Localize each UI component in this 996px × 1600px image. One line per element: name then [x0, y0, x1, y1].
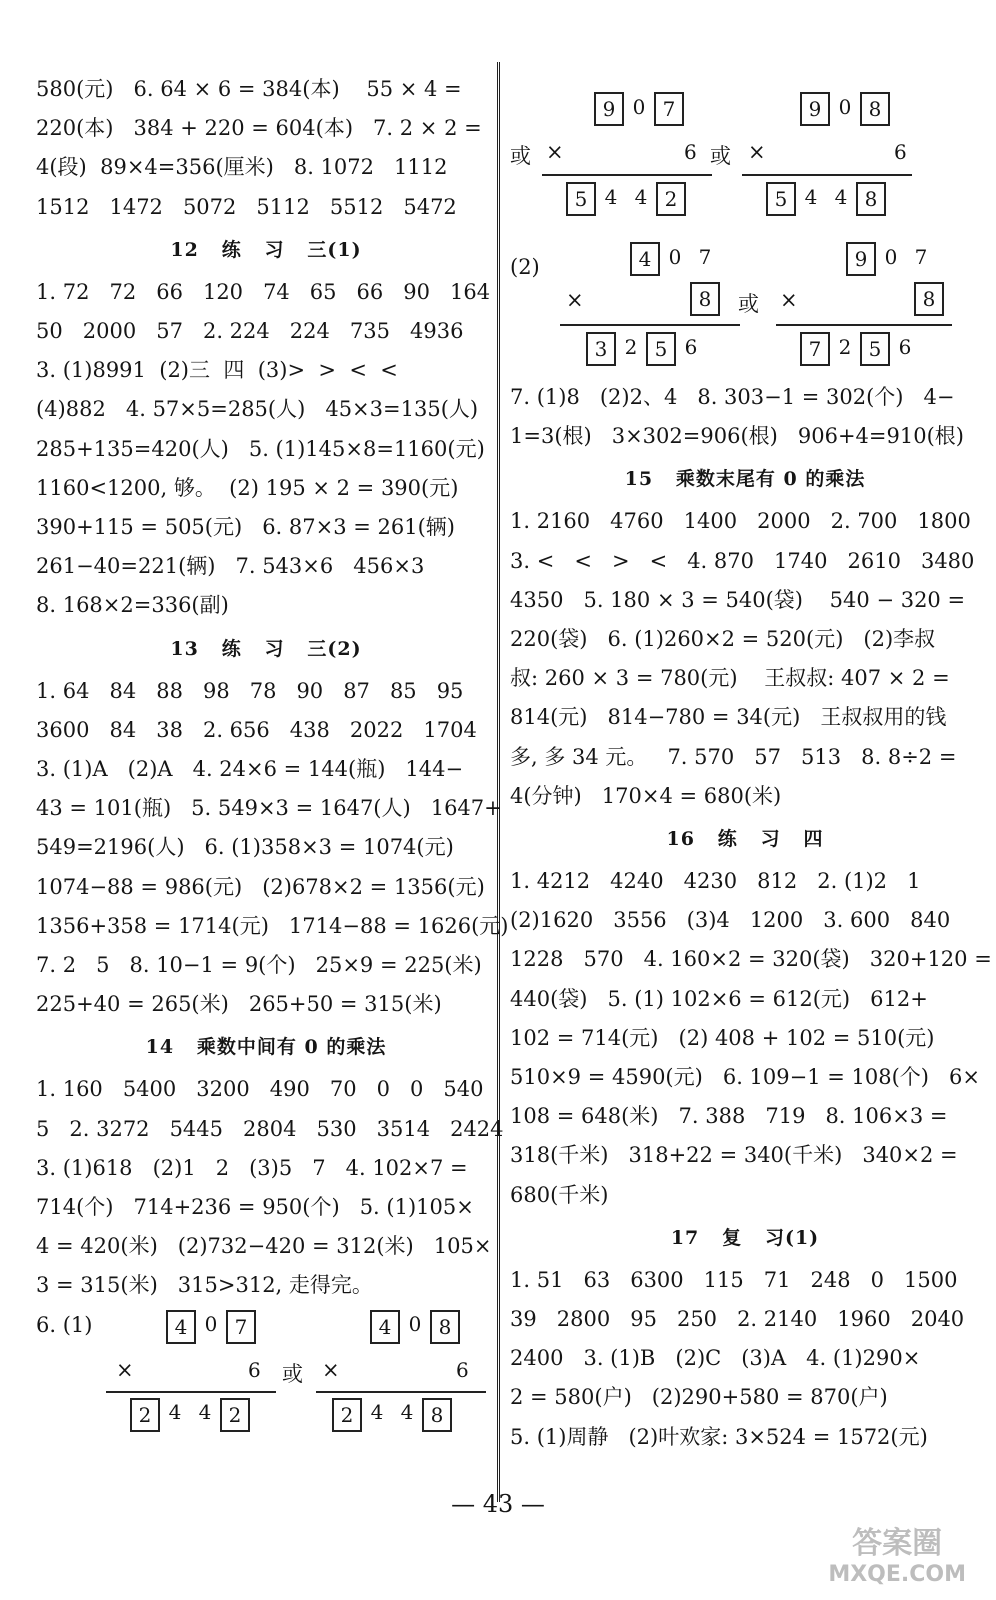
- text-line: 1074−88 = 986(元) (2)678×2 = 1356(元): [36, 874, 485, 899]
- text-line: 1512 1472 5072 5112 5512 5472: [36, 194, 457, 219]
- times-sign: ×: [322, 1357, 340, 1382]
- digit: 0: [838, 94, 852, 119]
- text-line: 510×9 = 4590(元) 6. 109−1 = 108(个) 6×: [510, 1065, 980, 1090]
- digit: 4: [168, 1400, 182, 1425]
- digit: 4: [804, 184, 818, 209]
- product-line: [316, 1391, 486, 1393]
- text-line: 261−40=221(辆) 7. 543×6 456×3: [36, 554, 425, 579]
- text-line: 3600 84 38 2. 656 438 2022 1704: [36, 717, 477, 742]
- answer-box: 2: [130, 1398, 160, 1432]
- answer-box: 2: [656, 182, 686, 216]
- answer-box: 5: [766, 182, 796, 216]
- section-heading-12: 12 练 习 三(1): [170, 238, 362, 261]
- text-line: 440(袋) 5. (1) 102×6 = 612(元) 612+: [510, 986, 928, 1011]
- q2-multiplication-area: [510, 238, 980, 378]
- section-heading-17: 17 复 习(1): [670, 1226, 820, 1249]
- text-line: 叔: 260 × 3 = 780(元) 王叔叔: 407 × 2 =: [510, 666, 950, 691]
- text-line: 1. 64 84 88 98 78 90 87 85 95: [36, 678, 464, 703]
- or-word: 或: [710, 144, 731, 168]
- answer-box: 7: [654, 92, 684, 126]
- or-word: 或: [282, 1361, 303, 1386]
- or-word: 或: [510, 144, 531, 168]
- answer-box: 9: [594, 92, 624, 126]
- text-line: 7. (1)8 (2)2、4 8. 303−1 = 302(个) 4−: [510, 385, 955, 409]
- answer-box: 4: [630, 242, 660, 276]
- times-sign: ×: [116, 1357, 134, 1382]
- text-line: 50 2000 57 2. 224 224 735 4936: [36, 319, 464, 344]
- text-line: 1. 4212 4240 4230 812 2. (1)2 1: [510, 869, 921, 894]
- text-line: 4 = 420(米) (2)732−420 = 312(米) 105×: [36, 1234, 492, 1259]
- multiplier: 6: [684, 140, 697, 164]
- answer-box: 7: [800, 332, 830, 366]
- text-line: 1. 2160 4760 1400 2000 2. 700 1800: [510, 509, 971, 534]
- text-line: 580(元) 6. 64 × 6 = 384(本) 55 × 4 =: [36, 77, 462, 101]
- left-block-a: [36, 70, 496, 227]
- answer-box: 5: [646, 332, 676, 366]
- vertical-multiplication-4: [748, 88, 980, 228]
- text-line: 220(本) 384 + 220 = 604(本) 7. 2 × 2 =: [36, 116, 482, 141]
- digit: 6: [898, 334, 912, 359]
- text-line: 680(千米): [510, 1182, 609, 1207]
- text-line: 318(千米) 318+22 = 340(千米) 340×2 =: [510, 1143, 958, 1168]
- q6-multiplication-area: [36, 1306, 496, 1446]
- times-sign: ×: [566, 288, 584, 312]
- left-block-d: [36, 1070, 504, 1305]
- answer-box: 2: [220, 1398, 250, 1432]
- text-line: 4350 5. 180 × 3 = 540(袋) 540 − 320 =: [510, 587, 966, 612]
- text-line: 3. < < > < 4. 870 1740 2610 3480: [510, 548, 975, 573]
- digit: 4: [198, 1400, 212, 1425]
- digit: 6: [684, 334, 698, 359]
- watermark-url: MXQE.COM: [828, 1561, 966, 1587]
- text-line: 7. 2 5 8. 10−1 = 9(个) 25×9 = 225(米): [36, 953, 482, 978]
- watermark-logo-text: 答案圈: [852, 1525, 943, 1561]
- text-line: 108 = 648(米) 7. 388 719 8. 106×3 =: [510, 1104, 948, 1129]
- right-block-b: [510, 502, 980, 816]
- text-line: 1=3(根) 3×302=906(根) 906+4=910(根): [510, 424, 964, 449]
- q6-label: 6. (1): [36, 1312, 93, 1337]
- digit: 2: [838, 334, 852, 359]
- text-line: 8. 168×2=336(副): [36, 593, 229, 618]
- multiplier: 6: [456, 1357, 469, 1382]
- digit: 4: [400, 1400, 414, 1425]
- vertical-multiplication-3: [546, 88, 770, 228]
- column-divider: [497, 62, 500, 1502]
- digit: 0: [632, 94, 646, 119]
- text-line: 2400 3. (1)B (2)C (3)A 4. (1)290×: [510, 1346, 921, 1371]
- times-sign: ×: [546, 140, 564, 164]
- answer-box: 8: [914, 282, 944, 316]
- right-column: [510, 88, 992, 1457]
- digit: 4: [834, 184, 848, 209]
- product-line: [106, 1391, 276, 1393]
- answer-box: 4: [166, 1310, 196, 1344]
- text-line: 5 2. 3272 5445 2804 530 3514 2424: [36, 1116, 504, 1141]
- product-line: [542, 174, 712, 176]
- text-line: 多, 多 34 元。 7. 570 57 513 8. 8÷2 =: [510, 744, 957, 769]
- q1-multiplication-area: [510, 88, 980, 238]
- text-line: 102 = 714(元) (2) 408 + 102 = 510(元): [510, 1025, 935, 1050]
- section-heading-16: 16 练 习 四: [666, 828, 824, 851]
- digit: 7: [698, 244, 712, 269]
- text-line: 285+135=420(人) 5. (1)145×8=1160(元): [36, 436, 485, 461]
- answer-box: 9: [846, 242, 876, 276]
- text-line: 1. 160 5400 3200 490 70 0 0 540: [36, 1077, 484, 1102]
- answer-box: 8: [860, 92, 890, 126]
- right-block-a: [510, 378, 980, 456]
- answer-box: 7: [226, 1310, 256, 1344]
- times-sign: ×: [748, 140, 766, 164]
- text-line: 549=2196(人) 6. (1)358×3 = 1074(元): [36, 835, 454, 860]
- right-block-c: [510, 862, 992, 1215]
- product-line: [742, 174, 912, 176]
- product-line: [560, 324, 740, 326]
- digit: 0: [204, 1312, 218, 1337]
- left-block-b: [36, 273, 496, 626]
- section-heading-15: 15 乘数末尾有 0 的乘法: [624, 468, 866, 491]
- text-line: 39 2800 95 250 2. 2140 1960 2040: [510, 1307, 965, 1332]
- answer-box: 5: [860, 332, 890, 366]
- digit: 4: [634, 184, 648, 209]
- text-line: 3. (1)A (2)A 4. 24×6 = 144(瓶) 144−: [36, 757, 464, 782]
- digit: 0: [668, 244, 682, 269]
- text-line: 3 = 315(米) 315>312, 走得完。: [36, 1273, 373, 1298]
- digit: 2: [624, 334, 638, 359]
- answer-box: 8: [430, 1310, 460, 1344]
- text-line: 225+40 = 265(米) 265+50 = 315(米): [36, 992, 442, 1017]
- text-line: 390+115 = 505(元) 6. 87×3 = 261(辆): [36, 515, 456, 540]
- left-column: [36, 70, 509, 1446]
- text-line: 4(段) 89×4=356(厘米) 8. 1072 1112: [36, 155, 448, 180]
- digit: 0: [884, 244, 898, 269]
- section-heading-14: 14 乘数中间有 0 的乘法: [145, 1036, 387, 1059]
- text-line: 1356+358 = 1714(元) 1714−88 = 1626(元): [36, 913, 509, 938]
- answer-box: 8: [856, 182, 886, 216]
- multiplier: 6: [248, 1357, 261, 1382]
- answer-box: 5: [566, 182, 596, 216]
- text-line: 1. 51 63 6300 115 71 248 0 1500: [510, 1267, 958, 1292]
- text-line: 5. (1)周静 (2)叶欢家: 3×524 = 1572(元): [510, 1424, 928, 1449]
- text-line: 4(分钟) 170×4 = 680(米): [510, 783, 782, 808]
- text-line: 220(袋) 6. (1)260×2 = 520(元) (2)李叔: [510, 627, 936, 652]
- text-line: 1228 570 4. 160×2 = 320(袋) 320+120 =: [510, 947, 992, 972]
- vertical-multiplication-2: [322, 1306, 506, 1436]
- multiplier: 6: [894, 140, 907, 164]
- answer-box: 8: [690, 282, 720, 316]
- vertical-multiplication-6: [780, 238, 986, 368]
- answer-box: 8: [422, 1398, 452, 1432]
- part-label: (2): [510, 255, 540, 279]
- answer-box: 9: [800, 92, 830, 126]
- or-word: 或: [738, 292, 759, 316]
- answer-box: 4: [370, 1310, 400, 1344]
- text-line: (4)882 4. 57×5=285(人) 45×3=135(人): [36, 397, 479, 422]
- text-line: 1. 72 72 66 120 74 65 66 90 164: [36, 279, 491, 304]
- text-line: (2)1620 3556 (3)4 1200 3. 600 840: [510, 908, 951, 933]
- left-block-c: [36, 672, 509, 1025]
- text-line: 1160<1200, 够。 (2) 195 × 2 = 390(元): [36, 475, 459, 500]
- answer-box: 2: [332, 1398, 362, 1432]
- times-sign: ×: [780, 288, 798, 312]
- digit: 0: [408, 1312, 422, 1337]
- section-heading-13: 13 练 习 三(2): [170, 637, 362, 660]
- right-block-d: [510, 1261, 980, 1457]
- digit: 7: [914, 244, 928, 269]
- text-line: 43 = 101(瓶) 5. 549×3 = 1647(人) 1647+: [36, 796, 502, 821]
- text-line: 3. (1)618 (2)1 2 (3)5 7 4. 102×7 =: [36, 1155, 468, 1180]
- text-line: 714(个) 714+236 = 950(个) 5. (1)105×: [36, 1195, 474, 1220]
- answer-box: 3: [586, 332, 616, 366]
- digit: 4: [604, 184, 618, 209]
- text-line: 2 = 580(户) (2)290+580 = 870(户): [510, 1385, 888, 1410]
- product-line: [776, 324, 952, 326]
- digit: 4: [370, 1400, 384, 1425]
- site-watermark: [828, 1526, 966, 1588]
- text-line: 814(元) 814−780 = 34(元) 王叔叔用的钱: [510, 705, 947, 730]
- page-number: — 43 —: [451, 1490, 545, 1518]
- text-line: 3. (1)8991 (2)三 四 (3)> > < <: [36, 358, 398, 383]
